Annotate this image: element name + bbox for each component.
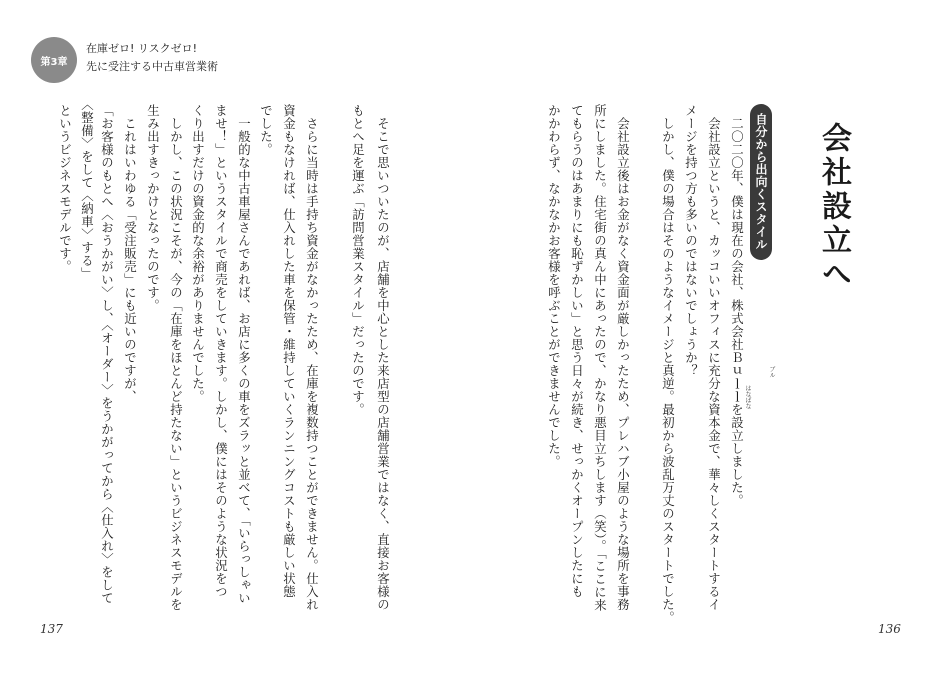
body-column: でした。 [258, 104, 274, 156]
section-title: 会社設立へ [816, 122, 851, 292]
body-column: というビジネスモデルです。 [57, 104, 73, 273]
body-column: 会社設立後はお金がなく資金面が厳しかったため、プレハブ小屋のような場所を事務 [615, 104, 631, 611]
body-column: 生み出すきっかけとなったのです。 [145, 104, 161, 312]
body-column: さらに当時は手持ち資金がなかったため、在庫を複数持つことができません。仕入れ [304, 104, 320, 611]
page-number: 136 [878, 622, 901, 636]
body-column: もとへ足を運ぶ「訪問営業スタイル」だったのです。 [350, 104, 366, 416]
body-column: 一般的な中古車屋さんであれば、お店に多くの車をズラッと並べて、「いらっしゃい [236, 104, 252, 605]
body-column: 「お客様のもとへ〈おうかがい〉し、〈オーダー〉をうかがってから〈仕入れ〉をして [99, 104, 115, 605]
body-column: てもらうのはあまりにも恥ずかしい」と思う日々が続き、せっかくオープンしたにも [569, 104, 585, 598]
body-column: メージを持つ方も多いのではないでしょうか？ [683, 104, 699, 377]
body-column: 会社設立というと、カッコいいオフィスに充分な資本金で、華々しくスタートするイ [706, 104, 722, 611]
body-column: これはいわゆる「受注販売」にも近いのですが、 [122, 104, 138, 403]
body-column: ませ！」というスタイルで商売をしていきます。しかし、僕にはそのような状況をつ [213, 104, 229, 598]
chapter-title [86, 40, 266, 76]
body-column: 二〇二〇年、僕は現在の会社、株式会社Ｂｕｌｌを設立しました。 [729, 104, 745, 507]
body-column: 〈整備〉をして〈納車〉する」 [79, 98, 95, 280]
page-number: 137 [40, 622, 63, 636]
body-column: そこで思いついたのが、店舗を中心とした来店型の店舗営業ではなく、直接お客様の [375, 104, 391, 611]
body-column: しかし、この状況こそが、今の「在庫をほとんど持たない」というビジネスモデルを [168, 104, 184, 611]
ruby-annotation: はなばな [744, 385, 751, 409]
body-column: かかわらず、なかなかお客様を呼ぶことができませんでした。 [546, 104, 562, 468]
chapter-title-line: 在庫ゼロ! リスクゼロ! [86, 42, 198, 55]
ruby-annotation: ブル [768, 366, 775, 378]
chapter-title-line: 先に受注する中古車営業術 [86, 60, 218, 73]
chapter-badge: 第3章 [31, 37, 77, 83]
body-column: 資金もなければ、仕入れした車を保管・維持していくランニングコストも厳しい状態 [281, 104, 297, 598]
body-column: しかし、僕の場合はそのようなイメージと真逆。最初から波乱万丈のスタートでした。 [660, 104, 676, 624]
body-column: 所にしました。住宅街の真ん中にあったので、かなり悪目立ちします（笑）。「ここに来 [592, 104, 608, 612]
section-subhead: 自分から出向くスタイル [750, 104, 772, 260]
body-column: くり出すだけの資金的な余裕がありませんでした。 [190, 104, 206, 403]
